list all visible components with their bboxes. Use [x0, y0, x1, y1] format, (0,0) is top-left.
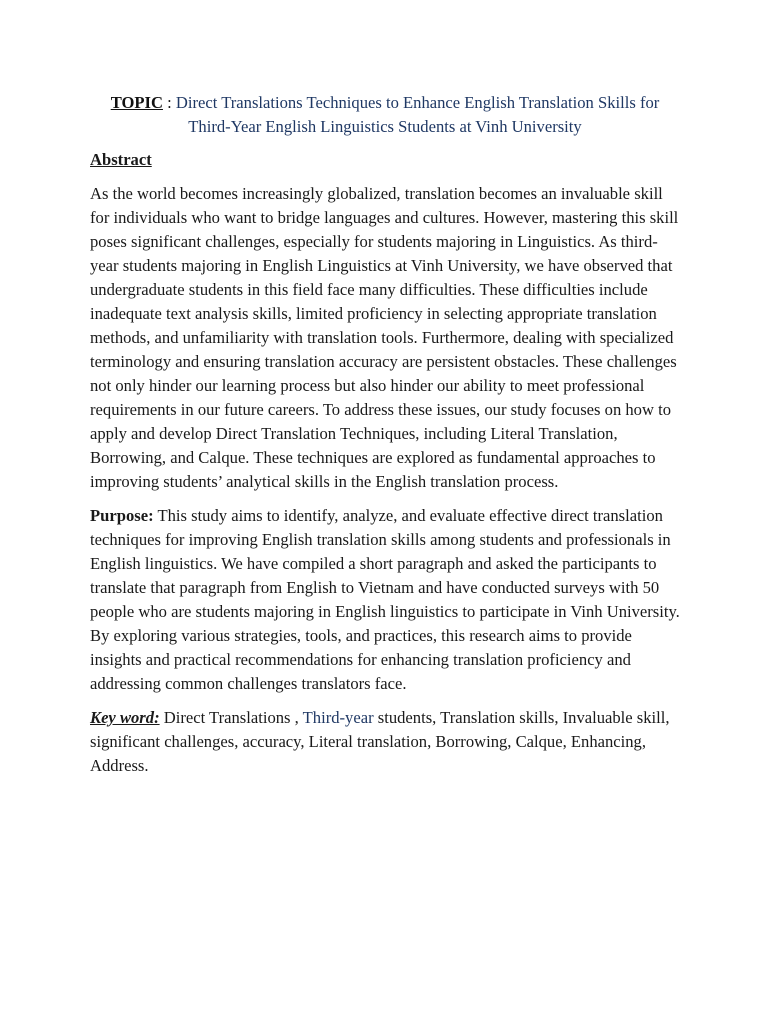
document-page	[90, 91, 680, 788]
keywords-paragraph	[90, 706, 680, 778]
topic-separator: :	[162, 93, 176, 112]
keywords-label: Key word:	[90, 708, 160, 727]
abstract-heading: Abstract	[90, 150, 152, 169]
topic-label: TOPIC	[110, 93, 163, 112]
keywords-highlight: Third-year	[302, 708, 374, 727]
topic-title: Direct Translations Techniques to Enhance English Translation Skills for Third-Year English Linguistics Students at Vinh University	[175, 93, 660, 136]
purpose-text: This study aims to identify, analyze, and evaluate effective direct translation techniques for improving English translation skills among students and professionals in English linguistics. We have compiled a short paragraph and asked the participants to translate that paragraph from English to Vietnam and have conducted surveys with 50 people who are students majoring in English linguistics to participate in Vinh University. By exploring various strategies, tools, and practices, this research aims to provide insights and practical recommendations for enhancing translation proficiency and addressing common challenges translators face.	[90, 506, 680, 693]
abstract-paragraph: As the world becomes increasingly globalized, translation becomes an invaluable skill for individuals who want to bridge languages and cultures. However, mastering this skill poses significant challenges, especially for students majoring in Linguistics. As third-year students majoring in English Linguistics at Vinh University, we have observed that undergraduate students in this field face many difficulties. These difficulties include inadequate text analysis skills, limited proficiency in selecting appropriate translation methods, and unfamiliarity with translation tools. Furthermore, dealing with specialized terminology and ensuring translation accuracy are persistent obstacles. These challenges not only hinder our learning process but also hinder our ability to meet professional requirements in our future careers. To address these issues, our study focuses on how to apply and develop Direct Translation Techniques, including Literal Translation, Borrowing, and Calque. These techniques are explored as fundamental approaches to improving students’ analytical skills in the English translation process.	[90, 184, 679, 491]
keywords-text-before: Direct Translations ,	[159, 708, 303, 727]
topic-heading	[90, 91, 680, 139]
keywords-text-after: students, Translation skills, Invaluable skill, significant challenges, accuracy, Literal translation, Borrowing, Calque, Enhancing, Address.	[90, 708, 670, 775]
purpose-label: Purpose:	[90, 506, 154, 525]
purpose-paragraph	[90, 504, 680, 696]
